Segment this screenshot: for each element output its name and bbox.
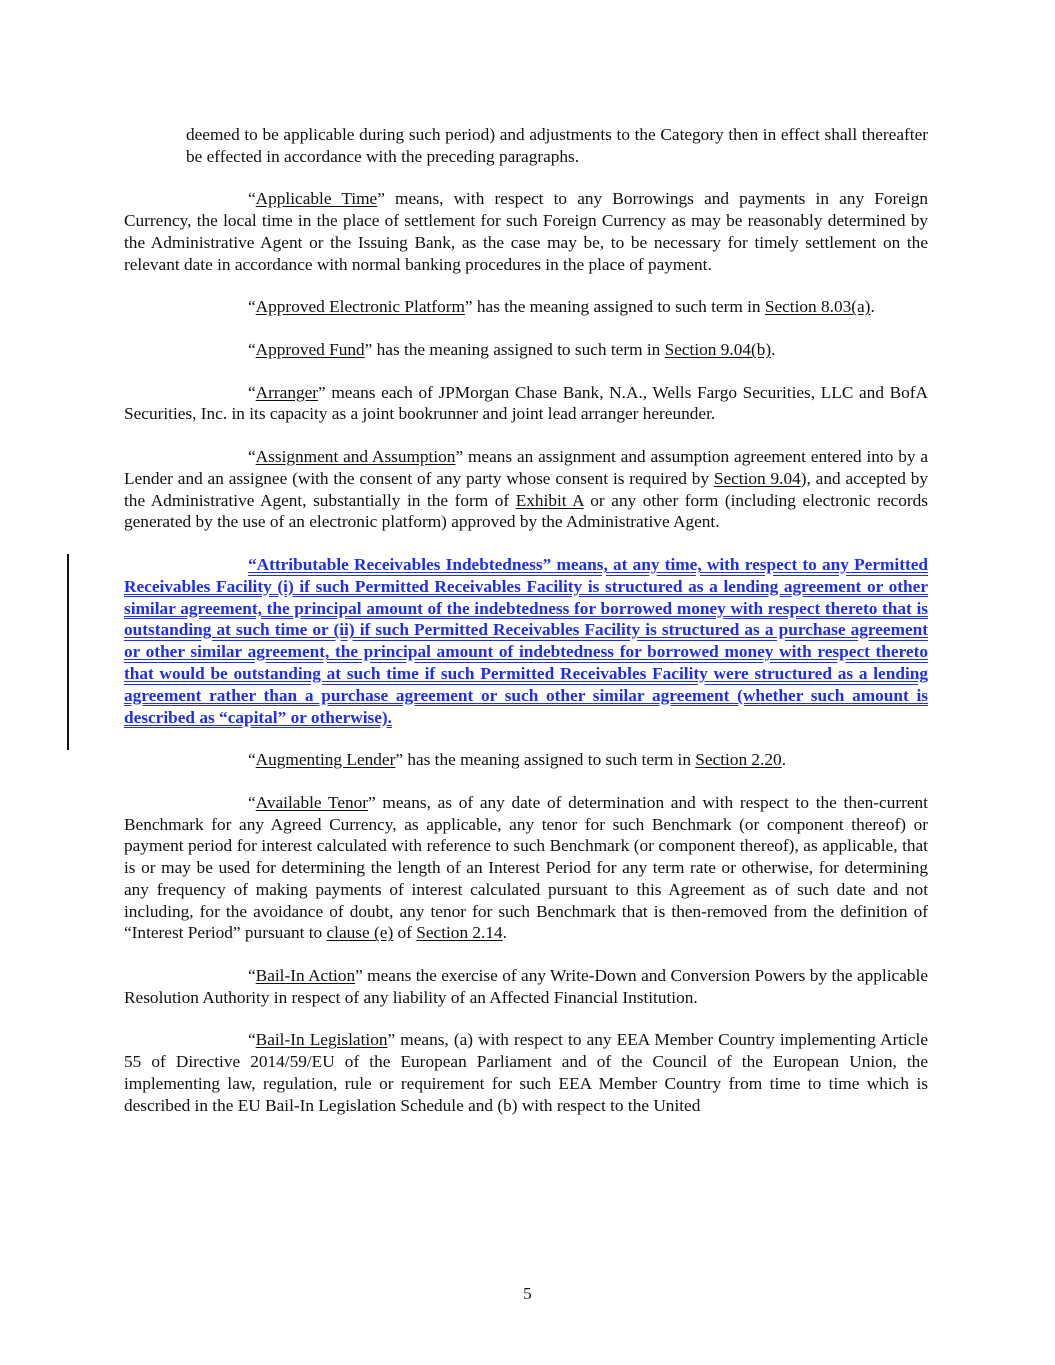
definition-arranger: [124, 382, 928, 426]
definition-approved-electronic-platform: [124, 296, 928, 318]
defined-term: Bail-In Legislation: [255, 1030, 388, 1050]
definition-assignment-and-assumption: [124, 446, 928, 533]
close-quote: ”: [464, 297, 473, 317]
definition-text: has the meaning assigned to such term in: [372, 339, 665, 359]
close-quote: ”: [377, 189, 385, 209]
defined-term: Arranger: [255, 382, 319, 402]
close-quote: ”: [455, 446, 464, 466]
carryover-paragraph: [124, 124, 928, 168]
period: .: [870, 297, 875, 317]
definition-text: means the exercise of any Write-Down and Conversion Powers by the applicable Resolution Authority in respect of any liability of an Affected Financial Institution.: [124, 966, 928, 1007]
definition-applicable-time: [124, 188, 928, 275]
defined-term: Assignment and Assumption: [255, 446, 456, 466]
open-quote: “: [248, 792, 256, 812]
inserted-definition-attributable-receivables-indebtedness: [124, 554, 928, 728]
section-reference: Section 2.20: [695, 750, 782, 770]
definition-available-tenor: [124, 792, 928, 945]
close-quote: ”: [318, 382, 326, 402]
defined-term: Augmenting Lender: [255, 750, 396, 770]
definition-text: means each of JPMorgan Chase Bank, N.A., Wells Fargo Securities, LLC and BofA Securities, Inc. in its capacity as a joint bookrunner and joint lead arranger hereunder.: [124, 382, 928, 424]
section-reference: Section 2.14: [416, 923, 503, 943]
open-quote: “: [248, 446, 256, 466]
period: .: [781, 750, 787, 770]
definition-approved-fund: [124, 339, 928, 361]
open-quote: “: [248, 966, 256, 986]
change-bar: [67, 554, 69, 750]
defined-term: Available Tenor: [255, 792, 369, 812]
carryover-text: deemed to be applicable during such period) and adjustments to the Category then in effect shall thereafter be effected in accordance with the preceding paragraphs.: [186, 125, 928, 166]
definition-text: means, with respect to any Borrowings and payments in any Foreign Currency, the local time in the place of settlement for such Foreign Currency as may be reasonably determined by the Administrative Agent or the Issuing Bank, as the case may be, to be necessary for timely settlement on the relevant date in accordance with normal banking procedures in the place of payment.: [124, 189, 929, 274]
open-quote: “: [248, 750, 256, 770]
definition-text: means, as of any date of determination and with respect to the then-current Benchmark for any Agreed Currency, as applicable, any tenor for such Benchmark (or component thereof) or payment period for interest calculated with reference to such Benchmark (or component thereof), as applicable, that is or may be used for determining the length of an Interest Period for any term rate or otherwise, for determining any frequency of making payments of interest calculated pursuant to this Agreement as of such date and not including, for the avoidance of doubt, any tenor for such Benchmark that is then-removed from the definition of “Interest Period” pursuant to: [124, 792, 928, 943]
open-quote: “: [248, 382, 256, 402]
definition-text: has the meaning assigned to such term in: [472, 297, 765, 317]
exhibit-reference: Exhibit A: [515, 490, 584, 510]
open-quote: “: [248, 297, 256, 317]
close-quote: ”: [387, 1030, 396, 1050]
definition-bail-in-action: [124, 965, 928, 1009]
section-reference: Section 9.04: [713, 468, 801, 488]
close-quote: ”: [368, 792, 376, 812]
defined-term: Applicable Time: [255, 189, 378, 209]
defined-term: Approved Fund: [255, 339, 365, 359]
definition-text: of: [393, 923, 417, 943]
clause-reference: clause (e): [326, 923, 394, 943]
defined-term: Approved Electronic Platform: [255, 297, 465, 317]
defined-term: Bail-In Action: [255, 966, 356, 986]
section-reference: Section 9.04(b): [664, 339, 772, 359]
page-number: 5: [523, 1284, 532, 1303]
definition-text: means an assignment and assumption agreement entered into by a Lender and an assignee (with the consent of any party whose consent is required by: [124, 446, 928, 488]
close-quote: ”: [364, 339, 373, 359]
definition-text: ), and accepted by the Administrative Agent, substantially in the form of: [124, 468, 928, 510]
document-page: [124, 124, 928, 1137]
open-quote: “: [248, 339, 256, 359]
open-quote: “: [248, 1030, 256, 1050]
definition-bail-in-legislation: [124, 1029, 928, 1116]
definition-augmenting-lender: [124, 749, 928, 771]
definition-text: means, (a) with respect to any EEA Member Country implementing Article 55 of Directive 2014/59/EU of the European Parliament and of the Council of the European Union, the implementing law, regulation, rule or requirement for such EEA Member Country from time to time which is described in the EU Bail-In Legislation Schedule and (b) with respect to the United: [124, 1030, 928, 1115]
close-quote: ”: [355, 966, 363, 986]
definition-text: or any other form (including electronic records generated by the use of an electronic platform) approved by the Administrative Agent.: [124, 490, 928, 532]
inserted-text: “Attributable Receivables Indebtedness” means, at any time, with respect to any Permitted Receivables Facility (i) if such Permitted Receivables Facility is structured as a lending agreement or other similar agreement, the principal amount of the indebtedness for borrowed money with respect thereto that is outstanding at such time or (ii) if such Permitted Receivables Facility is structured as a purchase agreement or other similar agreement, the principal amount of indebtedness for borrowed money with respect thereto that would be outstanding at such time if such Permitted Receivables Facility were structured as a lending agreement rather than a purchase agreement or such other similar agreement (whether such amount is described as “capital” or otherwise).: [124, 554, 928, 727]
open-quote: “: [248, 189, 256, 209]
definition-text: has the meaning assigned to such term in: [403, 750, 696, 770]
period: .: [771, 339, 776, 359]
close-quote: ”: [395, 750, 403, 770]
period: .: [502, 923, 507, 943]
section-reference: Section 8.03(a): [764, 297, 871, 317]
